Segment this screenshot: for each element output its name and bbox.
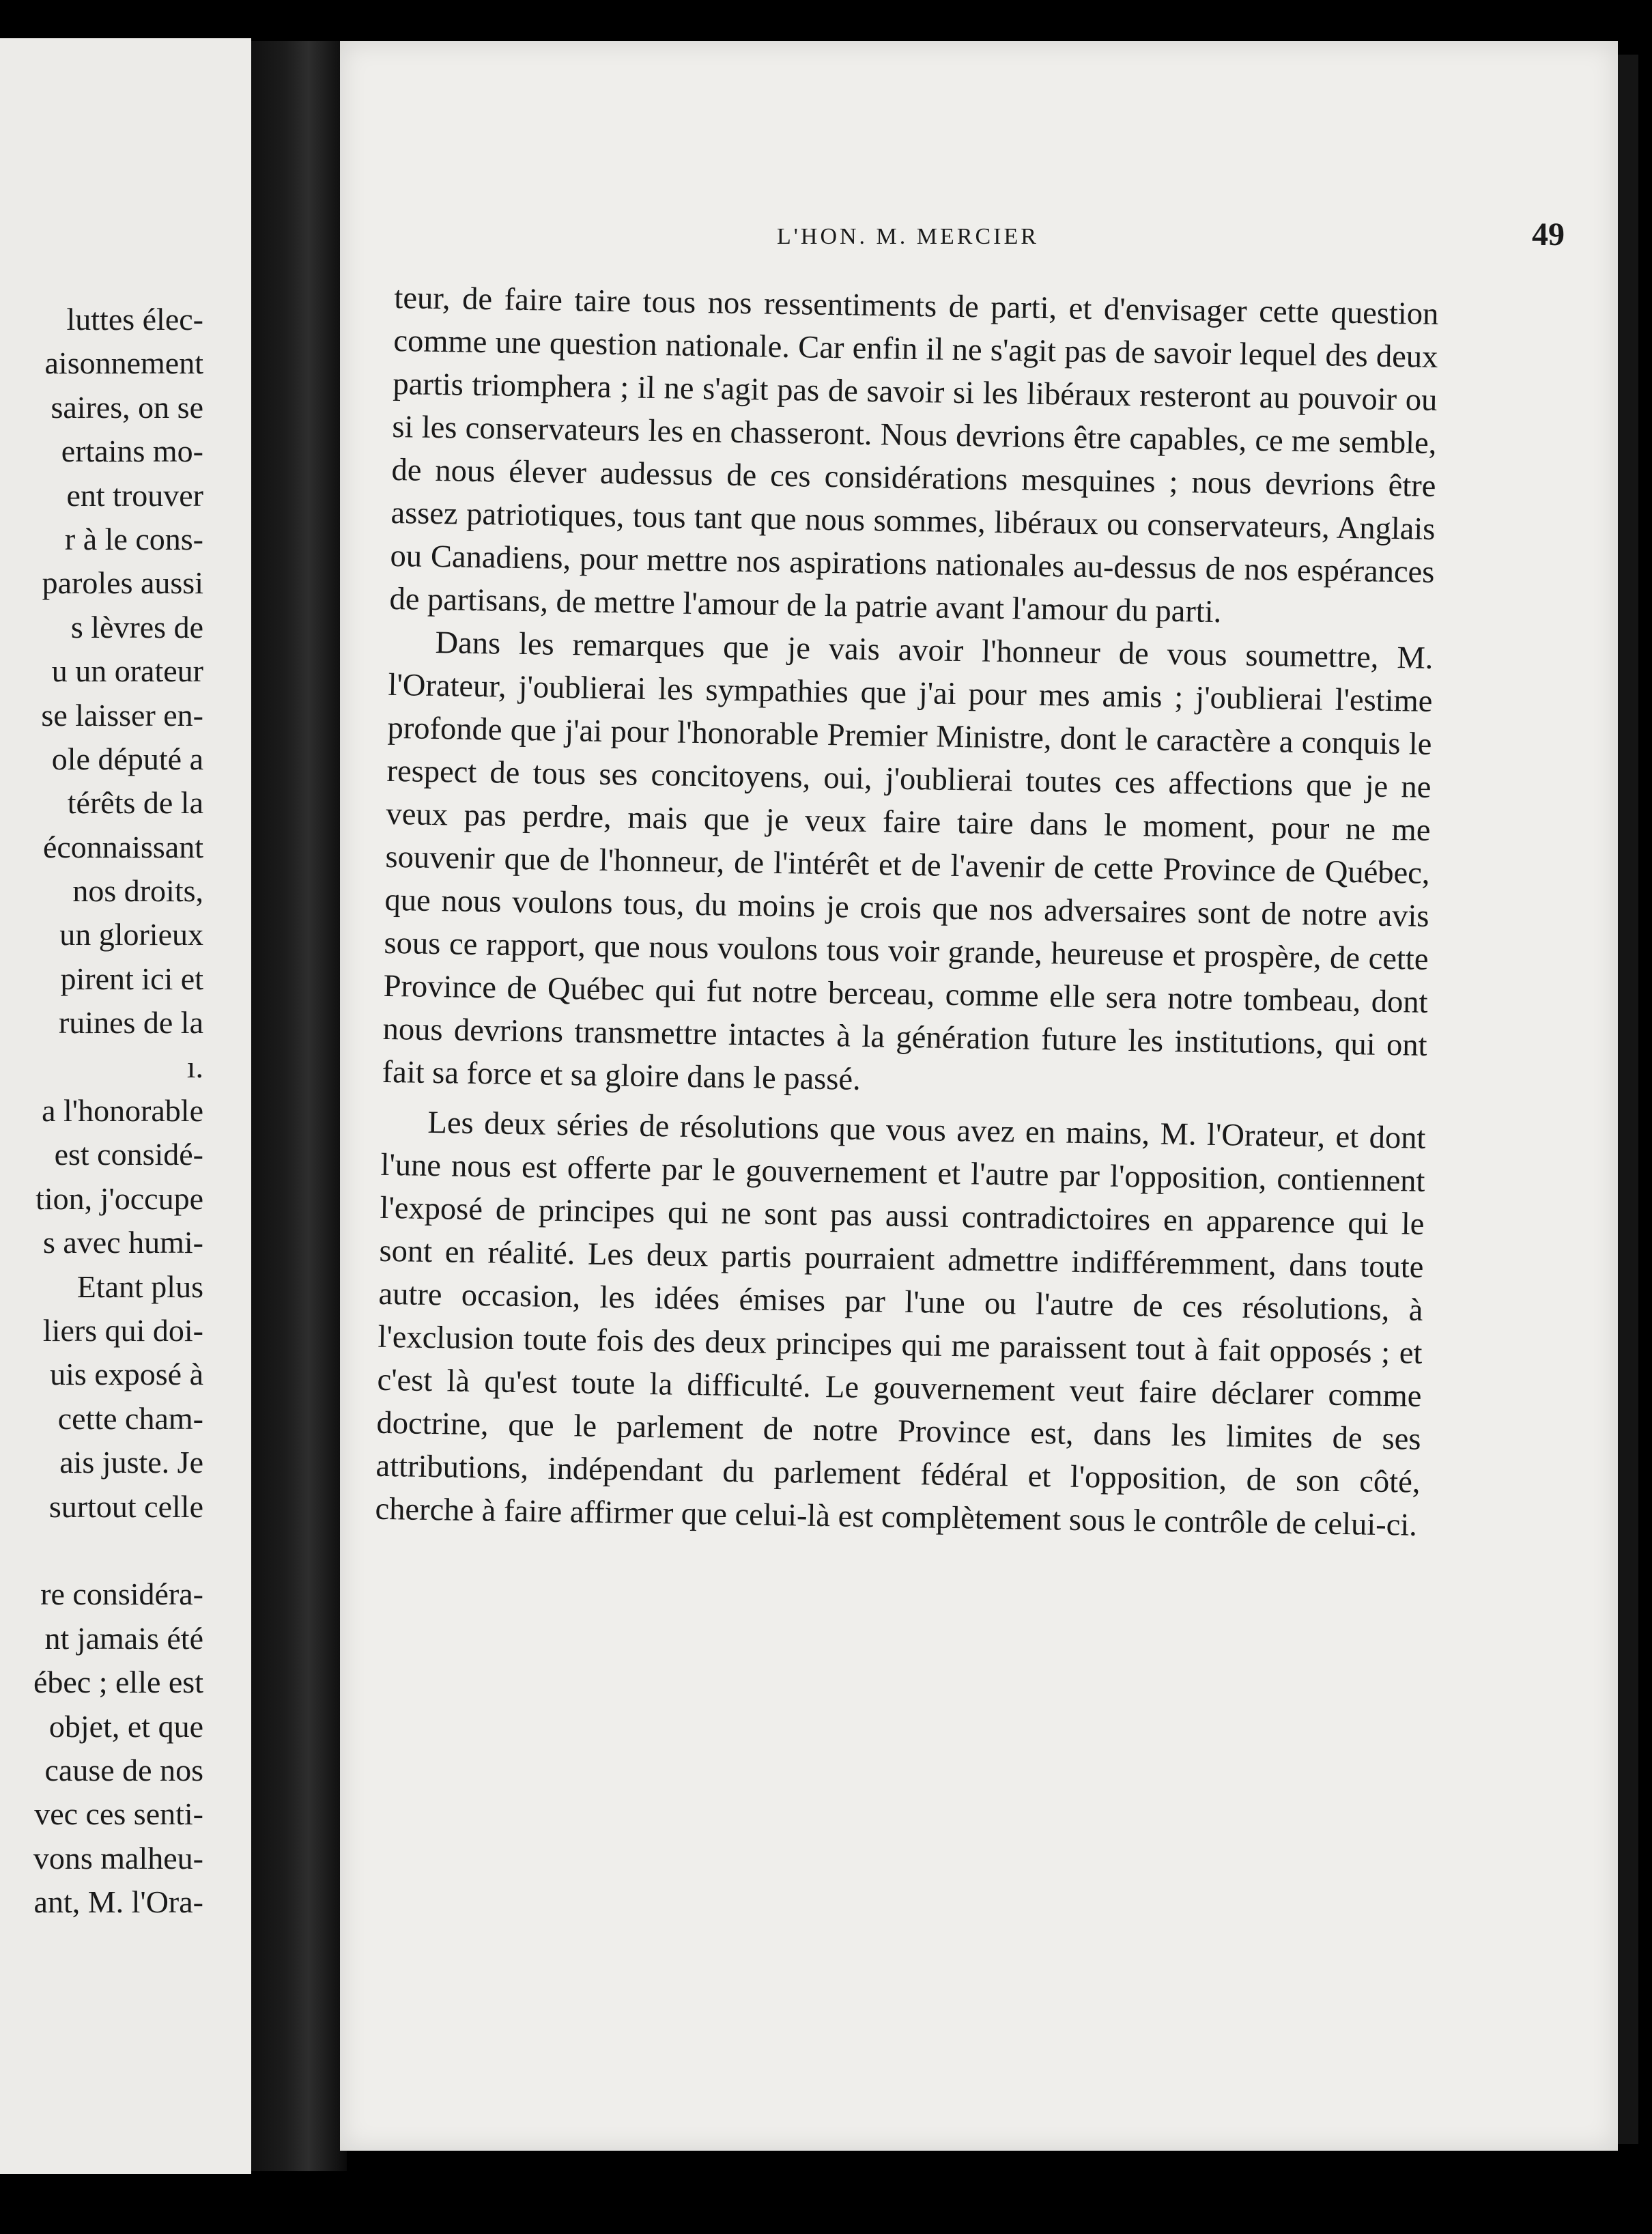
- previous-page-line: uis exposé à: [50, 1357, 203, 1392]
- previous-page-line: surtout celle: [48, 1488, 203, 1524]
- previous-page-line: s avec humi-: [42, 1225, 203, 1260]
- previous-page-line: paroles aussi: [42, 565, 203, 601]
- previous-page-line: saires, on se: [51, 389, 203, 425]
- previous-page-line: est considé-: [54, 1137, 203, 1172]
- previous-page-line: ais juste. Je: [59, 1445, 203, 1480]
- previous-page-line: ruines de la: [58, 1005, 203, 1041]
- previous-page-line: [0, 1529, 203, 1572]
- previous-page-line: s lèvres de: [70, 609, 203, 645]
- previous-page-line: térêts de la: [67, 785, 203, 821]
- previous-page-line: ertains mo-: [61, 434, 203, 469]
- previous-page-line: u un orateur: [51, 653, 203, 689]
- previous-page-line: éconnaissant: [42, 829, 203, 864]
- previous-page-line: cette cham-: [57, 1400, 203, 1436]
- paragraph: Dans les remarques que je vais avoir l'honneur de vous soumettre, M. l'Orateur, j'oublierai les sympathies que j'ai pour mes amis ; j'oublierai l'estime profonde que j'ai pour l'honorable Premier Ministre, dont le caractère a conquis le respect de tous ses concitoyens, oui, j'oublierai toutes ces affections que je ne veux pas perdre, mais que je veux faire taire dans le moment, pour ne me souvenir que de l'honneur, de l'intérêt et de l'avenir de cette Province de Québec, que nous voulons tous, du moins je crois que nos adversaires sont de notre avis sous ce rapport, que nous voulons tous voir grande, heureuse et prospère, de cette Province de Québec qui fut notre berceau, comme elle sera notre tombeau, dont nous devrions transmettre intactes à la génération future les institutions, qui ont fait sa force et sa gloire dans le passé.: [382, 625, 1434, 1097]
- previous-page-line: un glorieux: [59, 917, 203, 952]
- previous-page-line: nt jamais été: [44, 1620, 203, 1656]
- previous-page: [0, 38, 251, 2174]
- previous-page-line: pirent ici et: [60, 961, 203, 996]
- previous-page-line: r à le cons-: [64, 521, 203, 556]
- previous-page-line: nos droits,: [72, 873, 203, 909]
- previous-page-line: ant, M. l'Ora-: [33, 1884, 203, 1920]
- previous-page-line: se laisser en-: [41, 697, 203, 733]
- previous-page-line: cause de nos: [44, 1752, 203, 1787]
- previous-page-line: ı.: [186, 1049, 203, 1084]
- previous-page-line: luttes élec-: [66, 302, 203, 337]
- previous-page-line: vons malheu-: [33, 1840, 203, 1876]
- page-number: 49: [1532, 216, 1565, 253]
- body-text: [375, 277, 1439, 1547]
- running-head: L'HON. M. MERCIER: [777, 224, 1039, 249]
- page-edge: [1618, 55, 1638, 2144]
- previous-page-line: re considéra-: [40, 1576, 203, 1612]
- previous-page-line: vec ces senti-: [34, 1796, 203, 1832]
- current-page: [340, 41, 1618, 2151]
- previous-page-text: [0, 298, 203, 1924]
- previous-page-line: ent trouver: [66, 477, 203, 513]
- book-gutter: [251, 41, 347, 2171]
- previous-page-line: ole député a: [51, 741, 203, 776]
- previous-page-line: tion, j'occupe: [35, 1180, 203, 1216]
- paragraph: Les deux séries de résolutions que vous avez en mains, M. l'Orateur, et dont l'une nous est offerte par le gouvernement et l'autre par l'opposition, contiennent l'exposé de principes qui ne sont pas aussi contradictoires en apparence qui le sont en réalité. Les deux partis pourraient admettre indifféremment, dans toute autre occasion, les idées émises par l'une ou l'autre de ces résolutions, à l'exclusion toute fois des deux principes qui me paraissent tout à fait opposés ; et c'est là qu'est toute la difficulté. Le gouvernement veut faire déclarer comme doctrine, que le parlement de notre Province est, dans les limites de ses attributions, indépendant du parlement fédéral et l'opposition, de son côté, cherche à faire affirmer que celui-là est complètement sous le contrôle de celui-ci.: [375, 1105, 1426, 1543]
- previous-page-line: liers qui doi-: [42, 1312, 203, 1348]
- previous-page-line: ébec ; elle est: [33, 1665, 203, 1700]
- paragraph-continued: teur, de faire taire tous nos ressentiments de parti, et d'envisager cette question comme une question nationale. Car enfin il ne s'agit pas de savoir lequel des deux partis triomphera ; il ne s'agit pas de savoir si les libéraux resteront au pouvoir ou si les conservateurs les en chasseront. Nous devrions être capables, ce me semble, de nous élever audessus de ces considérations mesquines ; nous devrions être assez patriotiques, tous tant que nous sommes, libéraux ou conservateurs, Anglais ou Canadiens, pour mettre nos aspirations nationales au-dessus de nos espérances de partisans, de mettre l'amour de la patrie avant l'amour du parti.: [389, 280, 1439, 630]
- previous-page-line: aisonnement: [44, 345, 203, 381]
- previous-page-line: objet, et que: [48, 1708, 203, 1744]
- previous-page-line: Etant plus: [76, 1269, 203, 1304]
- previous-page-line: a l'honorable: [42, 1093, 203, 1129]
